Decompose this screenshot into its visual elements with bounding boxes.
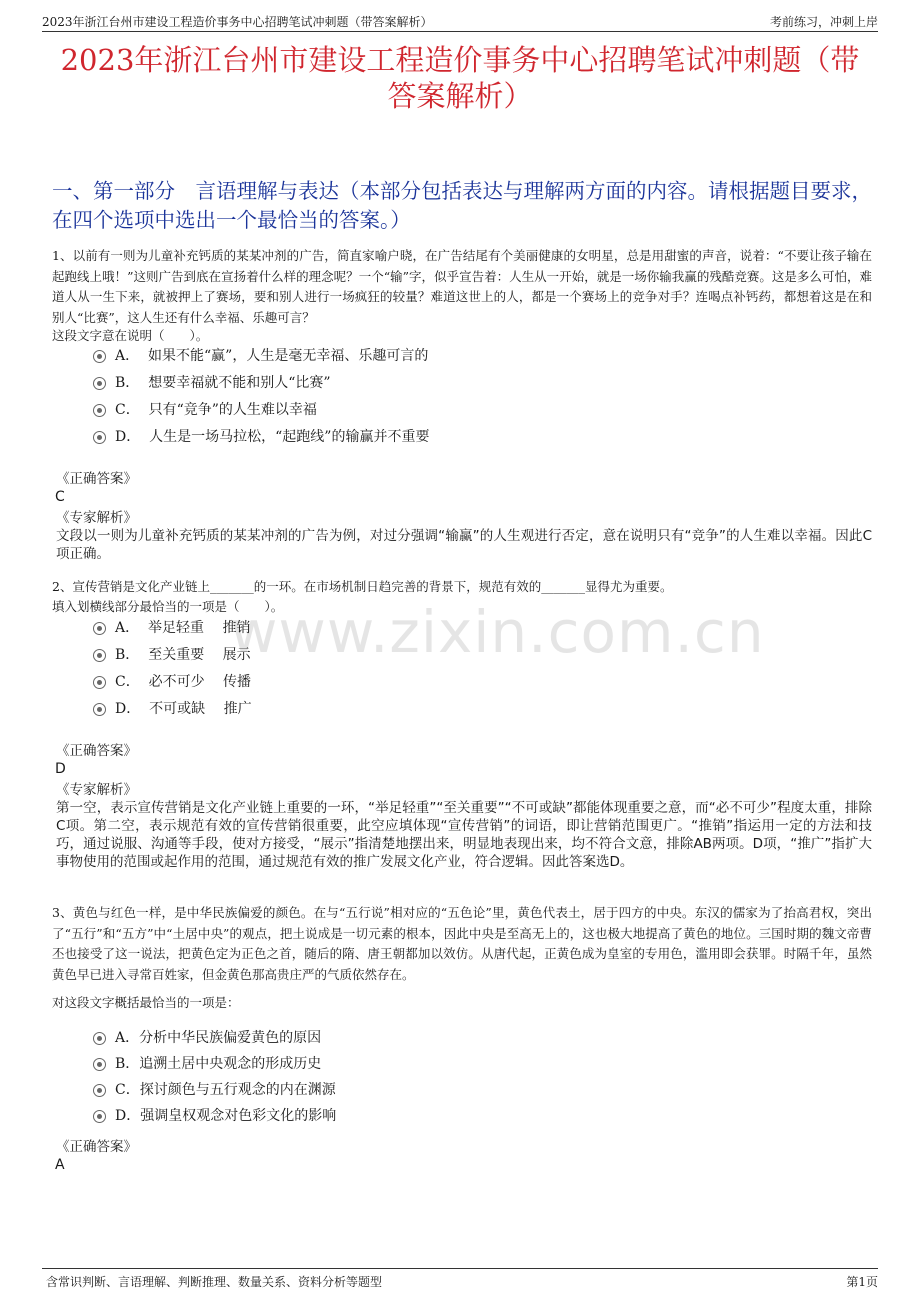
question-1-option-c[interactable]: C． 只有“竞争”的人生难以幸福 xyxy=(93,400,317,420)
question-2-answer: D xyxy=(55,761,66,777)
question-2-analysis: 第一空，表示宣传营销是文化产业链上重要的一环，“举足轻重”“至关重要”“不可或缺”都能体现重要之意，而“必不可少”程度太重，排除C项。第二空，表示规范有效的宣传营销很重要，此空应填体现“宣传营销”的词语，即让营销范围更广。“推销”指运用一定的方法和技巧，通过说服、沟通等手段，使对方接受，“展示”指清楚地摆出来，明显地表现出来，均不符合文意，排除AB两项。D项，“推广”指扩大事物使用的范围或起作用的范围，通过规范有效的推广发展文化产业，符合逻辑。因此答案选D。 xyxy=(56,800,872,870)
radio-icon[interactable] xyxy=(93,431,106,444)
question-1-option-b[interactable]: B． 想要幸福就不能和别人“比赛” xyxy=(93,373,331,393)
header-slogan: 考前练习，冲刺上岸 xyxy=(769,15,878,29)
question-3-answer: A xyxy=(55,1157,65,1173)
watermark: www.zixin.com.cn xyxy=(230,598,765,666)
page-footer xyxy=(42,1268,878,1289)
question-3-option-c[interactable]: C．探讨颜色与五行观念的内在渊源 xyxy=(93,1080,336,1100)
question-2-option-d[interactable]: D． 不可或缺 推广 xyxy=(93,699,252,719)
radio-icon[interactable] xyxy=(93,1084,106,1097)
page-number: 第1页 xyxy=(846,1275,878,1289)
radio-icon[interactable] xyxy=(93,404,106,417)
question-3-option-a[interactable]: A．分析中华民族偏爱黄色的原因 xyxy=(93,1028,321,1048)
question-2-option-c[interactable]: C． 必不可少 传播 xyxy=(93,672,251,692)
question-2-ask: 填入划横线部分最恰当的一项是（ ）。 xyxy=(52,599,284,614)
question-2-stem: 2、宣传营销是文化产业链上_______的一环。在市场机制日趋完善的背景下，规范有效的_______显得尤为重要。 xyxy=(52,579,673,594)
radio-icon[interactable] xyxy=(93,377,106,390)
radio-icon[interactable] xyxy=(93,1032,106,1045)
question-3-option-d[interactable]: D．强调皇权观念对色彩文化的影响 xyxy=(93,1106,336,1126)
page-header xyxy=(42,11,878,32)
question-1-answer-label: 《正确答案》 xyxy=(56,471,137,487)
question-2-analysis-label: 《专家解析》 xyxy=(56,782,137,798)
radio-icon[interactable] xyxy=(93,703,106,716)
question-2-option-b[interactable]: B． 至关重要 展示 xyxy=(93,645,251,665)
question-3-answer-label: 《正确答案》 xyxy=(56,1139,137,1155)
question-1-answer: C xyxy=(55,489,65,505)
question-1-option-d[interactable]: D． 人生是一场马拉松，“起跑线”的输赢并不重要 xyxy=(93,427,429,447)
question-1-ask: 这段文字意在说明（ ）。 xyxy=(52,328,209,343)
question-3-ask: 对这段文字概括最恰当的一项是： xyxy=(52,995,240,1010)
question-2-answer-label: 《正确答案》 xyxy=(56,743,137,759)
radio-icon[interactable] xyxy=(93,676,106,689)
question-1-option-a[interactable]: A． 如果不能“赢”，人生是毫无幸福、乐趣可言的 xyxy=(93,346,428,366)
radio-icon[interactable] xyxy=(93,622,106,635)
document-title: 2023年浙江台州市建设工程造价事务中心招聘笔试冲刺题（带答案解析） xyxy=(60,43,860,113)
radio-icon[interactable] xyxy=(93,350,106,363)
question-3-stem: 3、黄色与红色一样，是中华民族偏爱的颜色。在与“五行说”相对应的“五色论”里，黄色代表土，居于四方的中央。东汉的儒家为了抬高君权，突出了“五行”和“五方”中“土居中央”的观点，把土说成是一切元素的根本，因此中央是至高无上的，这也极大地提高了黄色的地位。三国时期的魏文帝曹丕也接受了这一说法，把黄色定为正色之首，随后的隋、唐王朝都加以效仿。从唐代起，正黄色成为皇室的专用色，滥用即会获罪。时隔千年，虽然黄色早已进入寻常百姓家，但金黄色那高贵庄严的气质依然存在。 xyxy=(52,905,872,982)
question-1-stem: 1、以前有一则为儿童补充钙质的某某冲剂的广告，简直家喻户晓，在广告结尾有个美丽健康的女明星，总是用甜蜜的声音，说着：“不要让孩子输在起跑线上哦！”这则广告到底在宣扬着什么样的理念呢？一个“输”字，似乎宣告着：人生从一开始，就是一场你输我赢的残酷竞赛。这是多么可怕，难道人从一生下来，就被押上了赛场，要和别人进行一场疯狂的较量？难道这世上的人，都是一个赛场上的竞争对手？连喝点补钙药，都想着这是在和别人“比赛”，这人生还有什么幸福、乐趣可言？ xyxy=(52,248,872,325)
question-1-analysis: 文段以一则为儿童补充钙质的某某冲剂的广告为例，对过分强调“输赢”的人生观进行否定，意在说明只有“竞争”的人生难以幸福。因此C项正确。 xyxy=(56,528,872,562)
radio-icon[interactable] xyxy=(93,1110,106,1123)
question-3-option-b[interactable]: B．追溯土居中央观念的形成历史 xyxy=(93,1054,321,1074)
radio-icon[interactable] xyxy=(93,649,106,662)
section-heading: 一、第一部分 言语理解与表达（本部分包括表达与理解两方面的内容。请根据题目要求，在四个选项中选出一个最恰当的答案。） xyxy=(52,179,872,232)
radio-icon[interactable] xyxy=(93,1058,106,1071)
question-2-option-a[interactable]: A． 举足轻重 推销 xyxy=(93,618,250,638)
footer-topics: 含常识判断、言语理解、判断推理、数量关系、资料分析等题型 xyxy=(46,1275,383,1289)
question-1-analysis-label: 《专家解析》 xyxy=(56,510,137,526)
header-doc-title: 2023年浙江台州市建设工程造价事务中心招聘笔试冲刺题（带答案解析） xyxy=(42,15,433,29)
